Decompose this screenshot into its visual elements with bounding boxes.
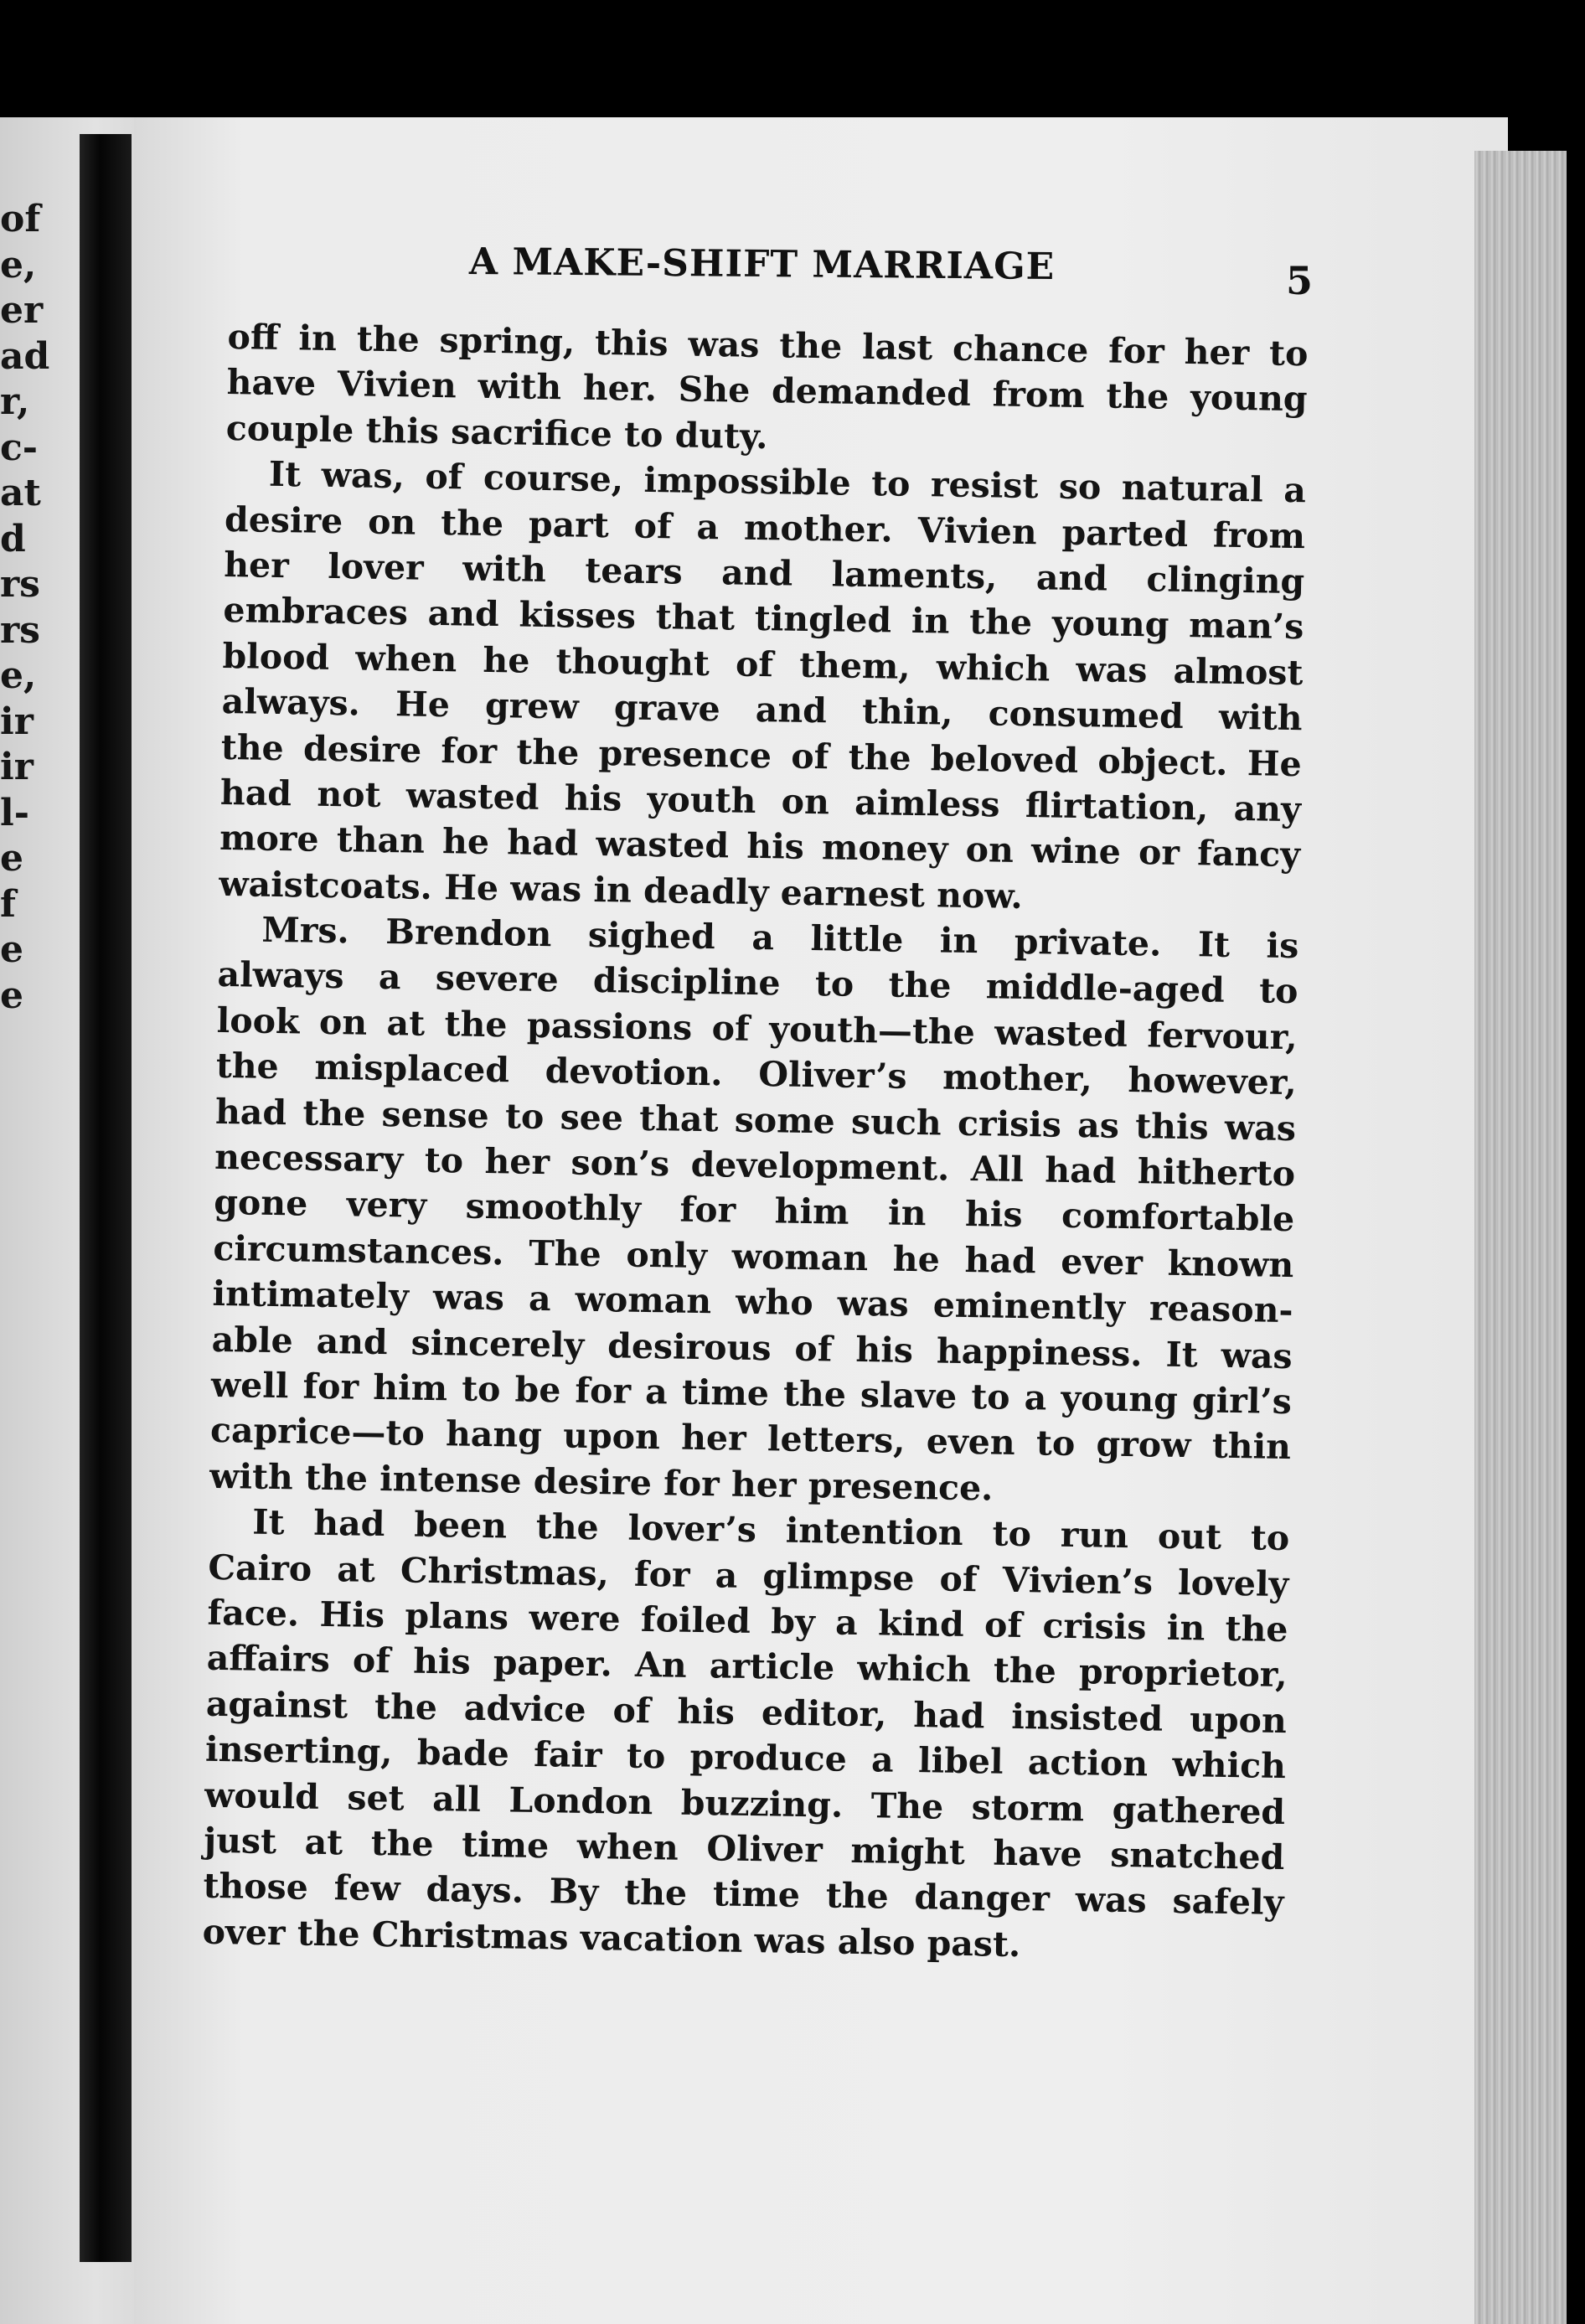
text-line: gone very smoothly for him in his comfortable bbox=[213, 1182, 1295, 1240]
page-number: 5 bbox=[1286, 258, 1314, 303]
previous-page-fragment: ir bbox=[0, 700, 34, 743]
text-line: affairs of his paper. An article which the proprietor, bbox=[206, 1638, 1288, 1696]
text-line: It had been the lover’s intention to run out to bbox=[251, 1501, 1290, 1559]
text-line: well for him to be for a time the slave to a young girl’s bbox=[210, 1364, 1293, 1423]
text-line: necessary to her son’s development. All had hitherto bbox=[214, 1136, 1296, 1195]
text-line: the desire for the presence of the beloved object. He bbox=[220, 726, 1303, 784]
page-fore-edge bbox=[1474, 151, 1567, 2324]
previous-page-fragment: rs bbox=[0, 563, 40, 606]
text-line: the misplaced devotion. Oliver’s mother, however, bbox=[215, 1046, 1298, 1103]
text-line: had not wasted his youth on aimless flirtation, any bbox=[219, 772, 1302, 830]
text-line: face. His plans were foiled by a kind of crisis in the bbox=[207, 1592, 1288, 1650]
previous-page-fragment: d bbox=[0, 517, 26, 560]
text-line: able and sincerely desirous of his happiness. It was bbox=[211, 1319, 1293, 1376]
text-line: caprice—to hang upon her letters, even to grow thin bbox=[209, 1410, 1292, 1468]
previous-page-fragment: f bbox=[0, 882, 16, 926]
text-line: Cairo at Christmas, for a glimpse of Vivien’s lovely bbox=[208, 1547, 1289, 1604]
text-line: blood when he thought of them, which was almost bbox=[222, 635, 1304, 693]
previous-page-fragment: of bbox=[0, 198, 41, 240]
text-line: her lover with tears and laments, and clinging bbox=[223, 544, 1305, 602]
text-line: just at the time when Oliver might have snatched bbox=[204, 1820, 1285, 1877]
text-line: couple this sacrifice to duty. bbox=[225, 407, 768, 457]
binding-gutter bbox=[80, 134, 132, 2262]
running-title: A MAKE-SHIFT MARRIAGE bbox=[468, 240, 1056, 289]
previous-page-fragment: c- bbox=[0, 426, 39, 469]
text-line: those few days. By the time the danger was safely bbox=[203, 1866, 1284, 1924]
text-line: off in the spring, this was the last chance for her to bbox=[227, 316, 1309, 374]
text-line: circumstances. The only woman he had ever known bbox=[213, 1227, 1294, 1285]
previous-page-fragment: rs bbox=[0, 608, 40, 652]
text-line: have Vivien with her. She demanded from the young bbox=[226, 362, 1308, 420]
text-line: always a severe discipline to the middle-aged to bbox=[217, 954, 1298, 1012]
text-line: intimately was a woman who was eminently reason- bbox=[212, 1273, 1293, 1331]
text-line: against the advice of his editor, had insisted upon bbox=[205, 1683, 1288, 1741]
previous-page-fragment: ir bbox=[0, 746, 34, 788]
previous-page-fragment: at bbox=[0, 472, 41, 514]
previous-page-fragment: l- bbox=[0, 791, 29, 834]
text-line: inserting, bade fair to produce a libel action which bbox=[204, 1728, 1287, 1787]
previous-page-fragment: r, bbox=[0, 380, 30, 423]
text-line: Mrs. Brendon sighed a little in private. It is bbox=[261, 909, 1299, 967]
previous-page-fragment: e bbox=[0, 928, 23, 971]
previous-page-fragment: e bbox=[0, 837, 23, 880]
previous-page-fragment: ad bbox=[0, 334, 50, 378]
text-line: waistcoats. He was in deadly earnest now. bbox=[218, 863, 1024, 917]
text-line: desire on the part of a mother. Vivien parted from bbox=[224, 498, 1306, 556]
text-line: always. He grew grave and thin, consumed with bbox=[221, 681, 1303, 739]
text-line: would set all London buzzing. The storm gathered bbox=[204, 1774, 1286, 1832]
page-body-text bbox=[202, 314, 1309, 1971]
text-line: over the Christmas vacation was also past. bbox=[202, 1911, 1021, 1965]
text-line: with the intense desire for her presence. bbox=[209, 1455, 994, 1509]
previous-page-fragment: e bbox=[0, 973, 23, 1017]
text-line: embraces and kisses that tingled in the young man’s bbox=[223, 590, 1304, 648]
text-line: had the sense to see that some such crisis as this was bbox=[214, 1091, 1297, 1149]
previous-page-fragment: e, bbox=[0, 243, 37, 287]
previous-page-fragment: er bbox=[0, 289, 44, 332]
text-line: more than he had wasted his money on wine or fancy bbox=[219, 818, 1301, 875]
previous-page-fragment: e, bbox=[0, 654, 37, 697]
text-line: look on at the passions of youth—the wasted fervour, bbox=[216, 999, 1298, 1058]
text-line: It was, of course, impossible to resist so natural a bbox=[268, 453, 1307, 511]
previous-page-text-fragments bbox=[0, 197, 50, 1019]
